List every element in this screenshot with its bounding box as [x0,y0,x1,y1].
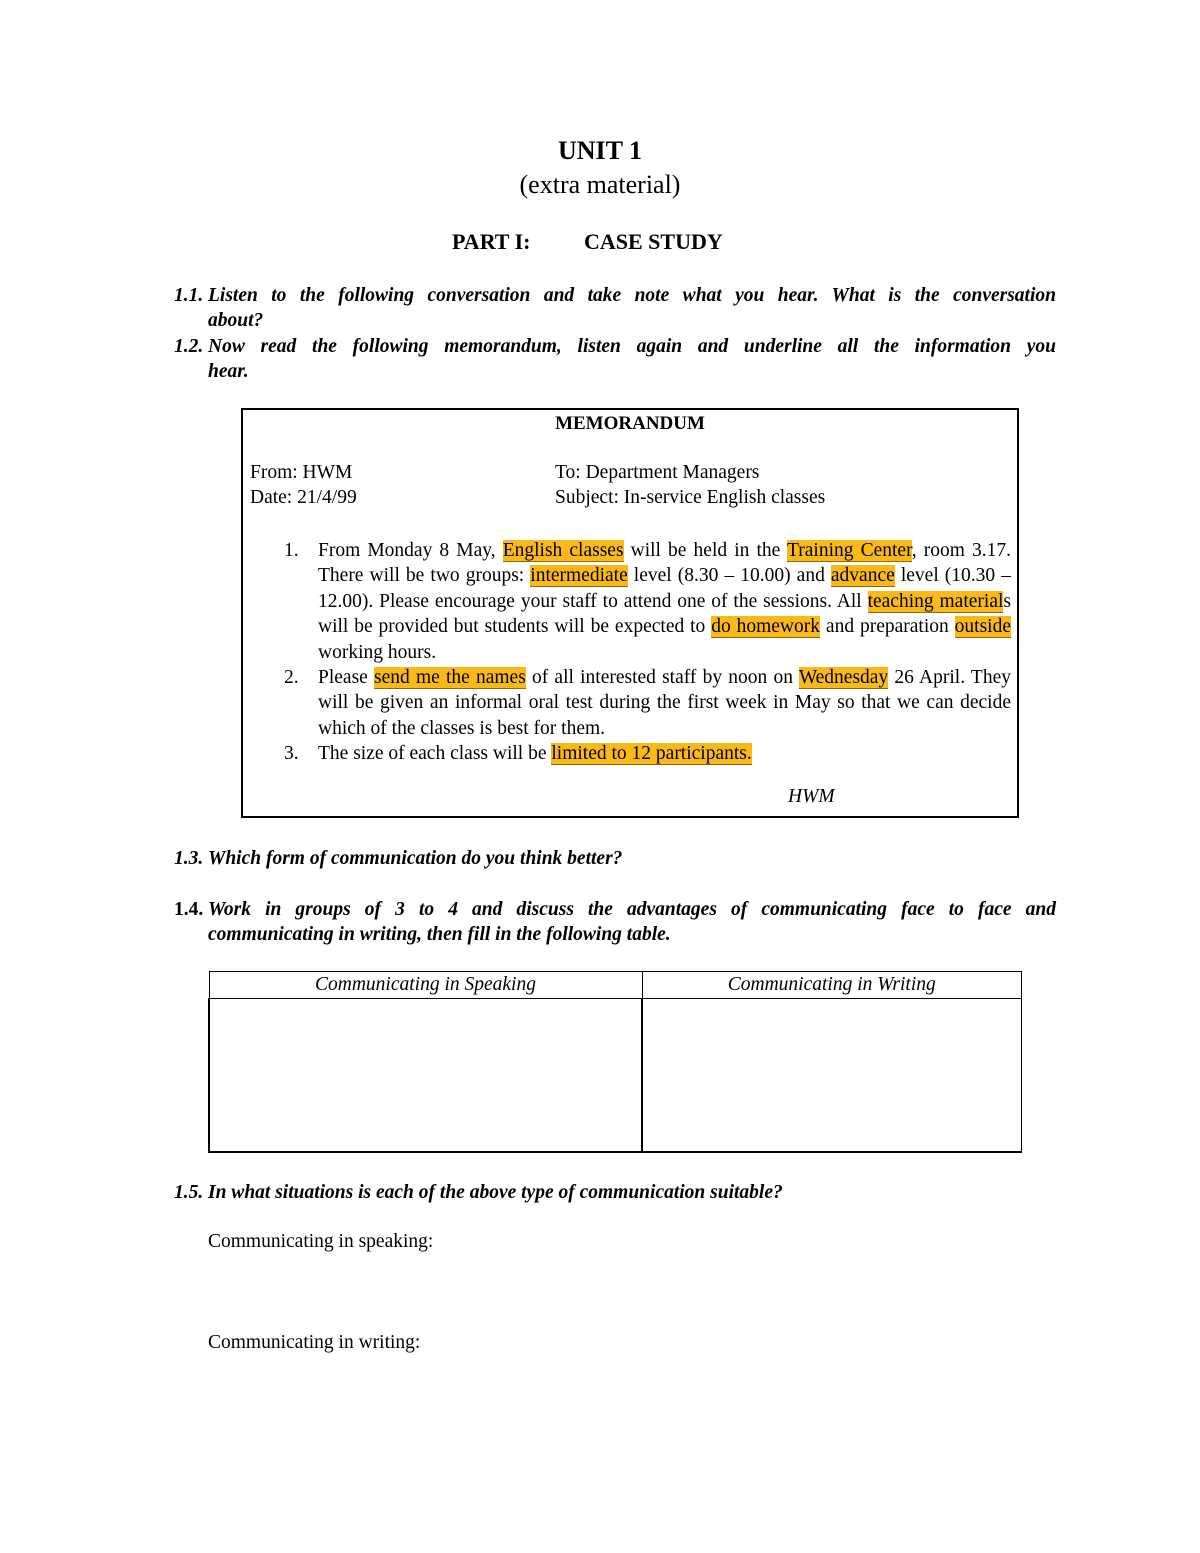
highlight: Wednesday [798,667,889,689]
question-1-5: 1.5. In what situations is each of the above type of communication suitable? [174,1182,783,1203]
question-1-3: 1.3. Which form of communication do you think better? [174,848,623,869]
question-1-1 [174,283,1056,333]
question-number: 1.3. [174,848,204,869]
highlight: do homework [711,616,821,638]
highlight: send me the names [374,667,526,689]
highlight: English classes [502,540,624,561]
table-header-row [209,972,1022,999]
question-number: 1.2. [174,336,204,357]
highlight: limited to 12 participants. [551,743,752,765]
highlight: Training Center [787,540,912,561]
question-1-1-line2: about? [208,310,264,331]
speaking-cell[interactable] [209,999,642,1153]
memo-item-number: 1. [284,540,299,561]
communication-table [208,971,1022,1153]
question-1-4-line1: 1.4. Work in groups of 3 to 4 and discuss the advantages of communicating face to face and [174,899,1056,920]
unit-subtitle: (extra material) [519,170,681,199]
question-1-4-line2: communicating in writing, then fill in the following table. [208,924,671,945]
part-heading [452,229,723,255]
memo-list [284,538,1011,767]
memo-signature: HWM [788,786,835,807]
table-row [209,999,1022,1153]
highlight: teaching material [867,590,1004,612]
question-number: 1.1. [174,285,204,306]
writing-cell[interactable] [642,999,1022,1153]
memo-item-1: 1. From Monday 8 May, English classes will be held in the Training Center, room 3.17. There will be two groups: intermediate level (8.30 – 10.00) and advance level (10.30 – 12.00). Please encourage your staff to attend one of the sessions. All teaching materials will be provided but students will be expected to do homework and preparation outside working hours. [284,540,1012,663]
highlight: advance [830,565,895,587]
memo-item-3: 3. The size of each class will be limited to 12 participants. [284,741,1011,766]
highlight: outside [954,616,1012,638]
question-1-2-line1: 1.2. Now read the following memorandum, listen again and underline all the information you [174,336,1056,357]
column-header-speaking: Communicating in Speaking [209,972,642,999]
memo-title: MEMORANDUM [555,413,705,434]
question-1-2-line2: hear. [208,361,249,382]
question-1-2 [174,334,1056,384]
answer-writing-label: Communicating in writing: [208,1332,421,1353]
question-1-4 [174,897,1056,947]
question-1-1-line1: 1.1. Listen to the following conversation and take note what you hear. What is the conversation [174,285,1056,306]
memo-to: To: Department Managers [555,462,760,483]
part-title: CASE STUDY [584,229,723,254]
memo-item-number: 3. [284,743,299,765]
memo-date: Date: 21/4/99 [250,487,357,508]
question-number: 1.5. [174,1182,204,1203]
unit-title: UNIT 1 [557,136,643,165]
highlight: intermediate [530,565,628,587]
memo-from: From: HWM [250,462,353,483]
part-label: PART I: [452,229,531,254]
answer-speaking-label: Communicating in speaking: [208,1231,434,1252]
memo-item-number: 2. [284,667,299,689]
memo-item-2: 2. Please send me the names of all interested staff by noon on Wednesday 26 April. They will be given an informal oral test during the first week in May so that we can decide which of the classes is best for them. [284,667,1011,739]
memo-subject: Subject: In-service English classes [555,487,826,508]
column-header-writing: Communicating in Writing [642,972,1022,999]
question-number: 1.4. [174,899,204,920]
